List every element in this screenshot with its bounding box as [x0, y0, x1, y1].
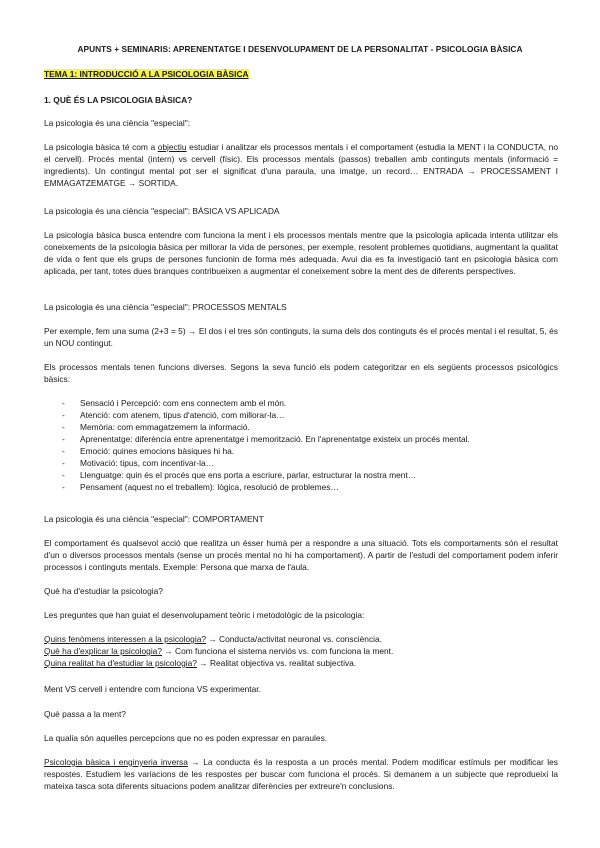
question-item [44, 645, 558, 657]
list-item-text: Memòria: com emmagatzemem la informació. [80, 422, 250, 432]
question-answer: → Conducta/activitat neuronal vs. consciència. [206, 634, 382, 644]
list-item [62, 458, 558, 469]
bullet-dash: - [62, 446, 65, 456]
question-answer: → Realitat objectiva vs. realitat subjectiva. [196, 658, 357, 668]
list-item [62, 482, 558, 493]
question-text: Quina realitat ha d'estudiar la psicologia? [44, 658, 197, 668]
question-ment: Què passa a la ment? [44, 709, 126, 719]
subheading-processos: La psicologia és una ciència "especial": PROCESSOS MENTALS [44, 302, 287, 312]
subheading-comportament: La psicologia és una ciència "especial": COMPORTAMENT [44, 514, 264, 524]
list-item [62, 398, 558, 409]
objectiu-underlined: objectiu [157, 142, 187, 152]
question-item [44, 657, 558, 669]
tema-title-text: TEMA 1: INTRODUCCIÓ A LA PSICOLOGIA BÀSICA [44, 69, 249, 79]
paragraph-objectiu-end: estudiar i analitzar els processos mentals i el comportament (estudia la MENT i la CONDUCTA, no el cervell). Procés mental (intern) vs cervell (físic). Els processos mentals (passos) treballen amb continguts mentals (informació = ingredients). Un contingut mental pot ser el significat d'una paraula, una imatge, un record… ENTRADA → PROCESSAMENT I EMMAGATZEMATGE → SORTIDA. [44, 142, 558, 188]
list-item [62, 470, 558, 481]
list-item [62, 410, 558, 421]
bullet-dash: - [62, 434, 65, 444]
paragraph-basica-aplicada: La psicologia bàsica busca entendre com funciona la ment i els processos mentals mentre que la psicologia aplicada intenta utilitzar els coneixements de la psicologia bàsica per millorar la vida de persones, per exemple, resolent problemes quotidians, augmentant la qualitat de vida o fent que els grups de persones funcionin de forma més adequada. Avui dia es fa investigació tant en psicologia bàsica com aplicada, per tant, totes dues branques contribueixen a augmentar el coneixement sobre la ment des de diferents perspectives. [44, 230, 558, 276]
enginyeria-inversa-text: → La conducta és la resposta a un procés mental. Podem modificar estímuls per modificar les respostes. Estudiem les variacions de les respostes per buscar com funciona el procés. Si demanem a un subjecte que reprodueixi la mateixa tasca sota diferents situacions podem analitzar diferències per extreure'n conclusions. [44, 757, 558, 791]
bullet-dash: - [62, 410, 65, 420]
list-item [62, 446, 558, 457]
list-item-text: Aprenentatge: diferència entre aprenentatge i memorització. En l'aprenentatge existeix un procés mental. [80, 434, 470, 444]
paragraph-objectiu [44, 141, 558, 189]
question-text: Quins fenòmens interessen a la psicologia? [44, 634, 207, 644]
paragraph-preguntes: Les preguntes que han guiat el desenvolupament teòric i metodològic de la psicologia: [44, 610, 365, 620]
paragraph-funcions: Els processos mentals tenen funcions diverses. Segons la seva funció els podem categoritzar en els següents processos psicològics bàsics: [44, 362, 558, 384]
bullet-dash: - [62, 422, 65, 432]
list-item-text: Sensació i Percepció: com ens connectem amb el món. [80, 398, 287, 408]
list-item-text: Emoció: quines emocions bàsiques hi ha. [80, 446, 235, 456]
question-list [44, 633, 558, 669]
bullet-dash: - [62, 398, 65, 408]
tema-title [44, 68, 558, 80]
subheading-especial: La psicologia és una ciència "especial": [44, 118, 191, 128]
list-item-text: Motivació: tipus, com incentivar-la… [80, 458, 215, 468]
list-item-text: Pensament (aquest no el treballem): lògica, resolució de problemes… [80, 482, 339, 492]
paragraph-comportament: El comportament és qualsevol acció que realitza un ésser humà per a respondre a una situació. Tots els comportaments són el resultat d'un o diversos processos mentals (sense un procés mental no hi ha comportament). A partir de l'estudi del comportament podem inferir processos i continguts mentals. Exemple: Persona que marxa de l'aula. [44, 538, 558, 572]
paragraph-qualia: La qualia són aquelles percepcions que no es poden expressar en paraules. [44, 733, 328, 743]
document-header: APUNTS + SEMINARIS: APRENENTATGE I DESENVOLUPAMENT DE LA PERSONALITAT - PSICOLOGIA BÀSICA [77, 44, 523, 54]
paragraph-enginyeria-inversa [44, 756, 558, 792]
bullet-dash: - [62, 470, 65, 480]
question-item [44, 633, 558, 645]
list-item-text: Atenció: com atenem, tipus d'atenció, com millorar-la… [80, 410, 285, 420]
list-item [62, 422, 558, 433]
list-item [62, 434, 558, 445]
paragraph-objectiu-start: La psicologia bàsica té com a [44, 142, 158, 152]
enginyeria-inversa-term: Psicologia bàsica i enginyeria inversa [44, 757, 188, 767]
paragraph-ment-cervell: Ment VS cervell i entendre com funciona VS experimentar. [44, 684, 261, 694]
question-text: Què ha d'explicar la psicologia? [44, 646, 162, 656]
list-item-text: Llenguatge: quin és el procés que ens porta a escriure, parlar, estructurar la nostra ment… [80, 470, 417, 480]
paragraph-suma: Per exemple, fem una suma (2+3 = 5) → El dos i el tres són continguts, la suma dels dos continguts és el procés mental i el resultat, 5, és un NOU contingut. [44, 326, 558, 348]
section-heading-1: 1. QUÈ ÉS LA PSICOLOGIA BÀSICA? [44, 95, 193, 105]
question-estudiar: Què ha d'estudiar la psicologia? [44, 586, 163, 596]
bullet-dash: - [62, 458, 65, 468]
bullet-dash: - [62, 482, 65, 492]
question-answer: → Com funciona el sistema nerviós vs. com funciona la ment. [162, 646, 394, 656]
subheading-basica-aplicada: La psicologia és una ciència "especial": BÀSICA VS APLICADA [44, 206, 280, 216]
